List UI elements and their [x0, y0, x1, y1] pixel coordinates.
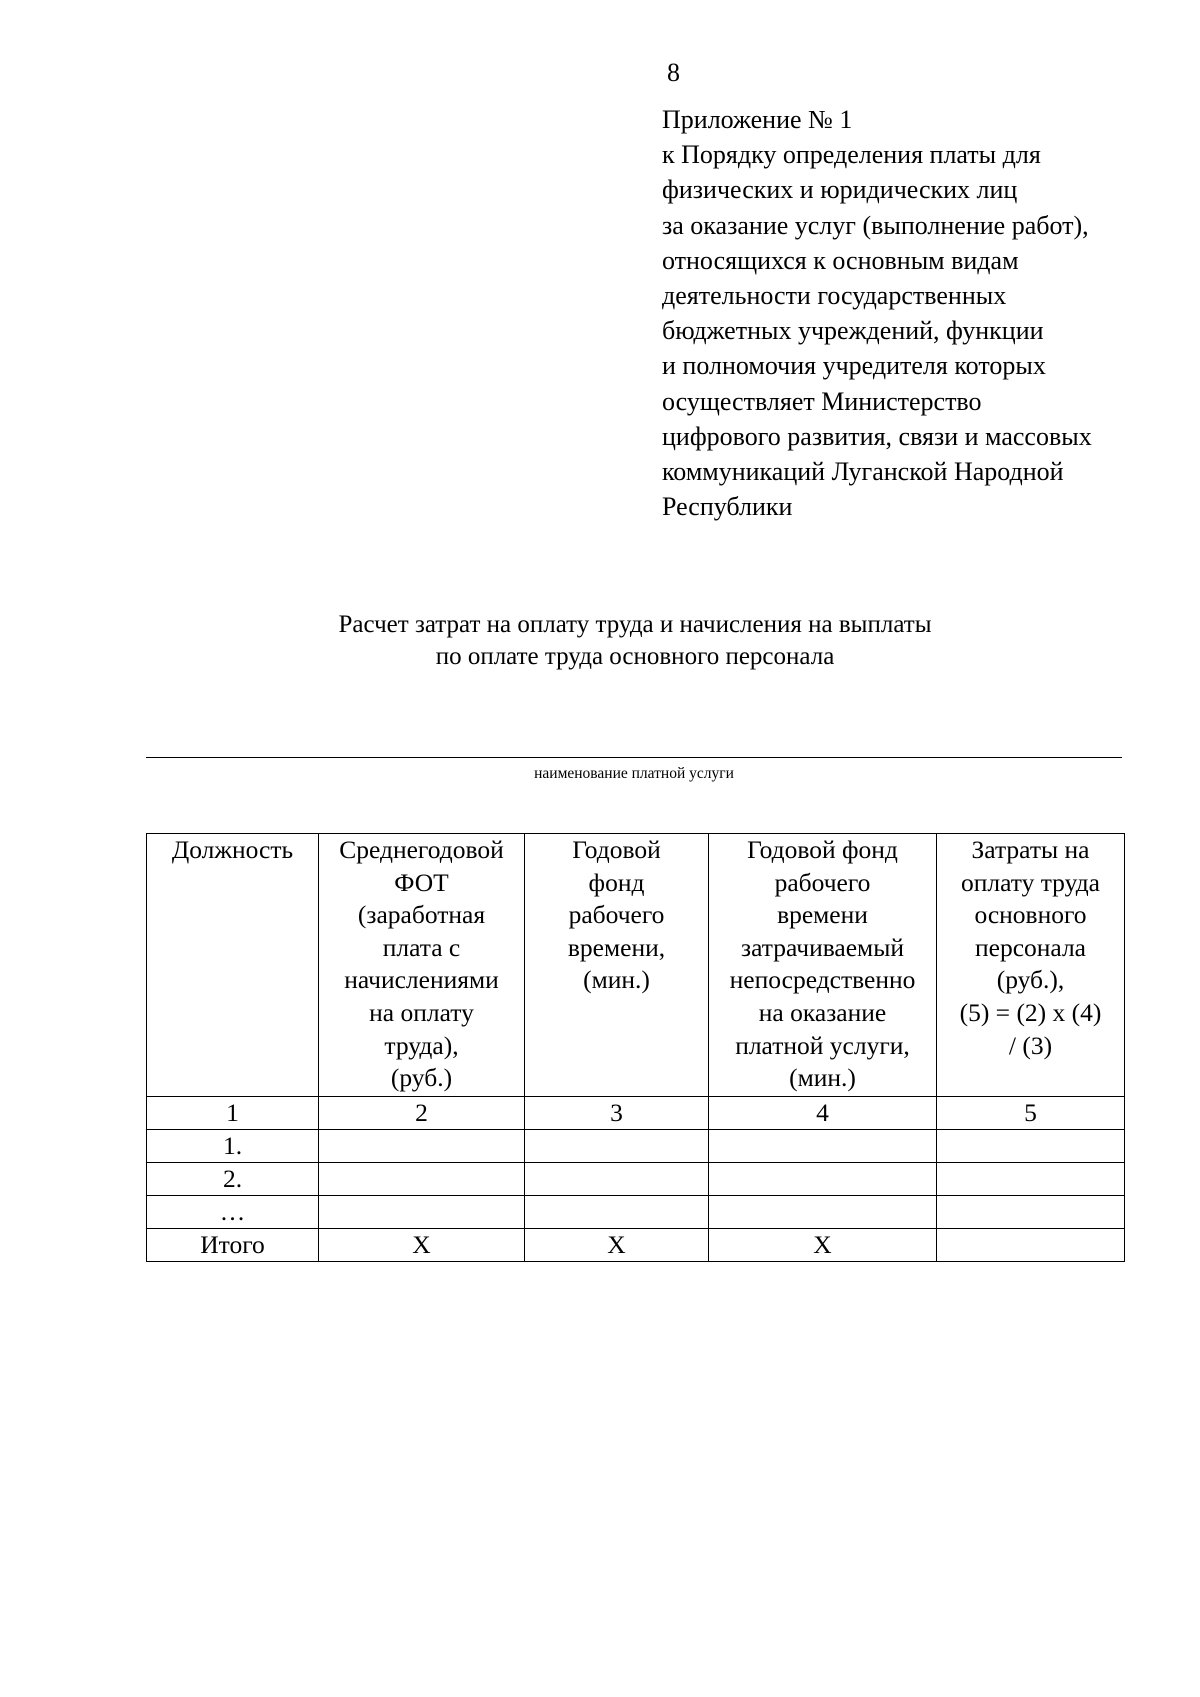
table-cell: [709, 1130, 937, 1163]
header-cell-position: [147, 834, 319, 1097]
appendix-line: Приложение № 1: [662, 105, 853, 134]
appendix-block: [662, 102, 1162, 524]
appendix-line: бюджетных учреждений, функции: [662, 316, 1044, 346]
column-number-row: [147, 1097, 1125, 1130]
header-text-line: на оплату: [369, 997, 474, 1027]
table-cell: [709, 1196, 937, 1229]
table-cell: Х: [525, 1229, 709, 1262]
header-text-line: персонала: [974, 932, 1086, 962]
table-cell: [525, 1196, 709, 1229]
appendix-line: и полномочия учредителя которых: [662, 351, 1046, 381]
header-text-line: Годовой фонд: [747, 835, 898, 864]
header-text-line: труда),: [384, 1030, 459, 1060]
table-cell: [937, 1229, 1125, 1262]
header-text-line: начислениями: [344, 965, 499, 995]
table-cell: 1.: [147, 1130, 319, 1163]
header-text-line: Годовой: [572, 835, 661, 864]
column-number-cell: 1: [147, 1097, 319, 1130]
table-cell: [319, 1196, 525, 1229]
table-cell: [937, 1163, 1125, 1196]
header-text-line: (5) = (2) x (4): [959, 997, 1102, 1027]
appendix-line: за оказание услуг (выполнение работ),: [662, 210, 1089, 240]
header-text-line: времени,: [567, 932, 666, 962]
header-text-line: Должность: [171, 835, 294, 864]
header-text-line: на оказание: [758, 997, 887, 1027]
header-text-line: (заработная: [357, 900, 486, 930]
header-text-line: оплату труда: [960, 867, 1101, 897]
header-text-line: ФОТ: [394, 867, 449, 897]
header-text-line: платной услуги,: [735, 1030, 910, 1060]
table-row: [147, 1130, 1125, 1163]
table-row: [147, 1163, 1125, 1196]
appendix-line: физических и юридических лиц: [662, 175, 1018, 205]
total-row: [147, 1229, 1125, 1262]
table-cell: Х: [709, 1229, 937, 1262]
header-text-line: плата с: [382, 932, 461, 962]
appendix-line: относящихся к основным видам: [662, 245, 1019, 275]
table-cell: 2.: [147, 1163, 319, 1196]
header-text-line: основного: [974, 900, 1087, 930]
header-cell-annual-work-time: [525, 834, 709, 1097]
title-line-2: по оплате труда основного персонала: [435, 643, 835, 670]
table-cell: [525, 1130, 709, 1163]
table-row: [147, 1196, 1125, 1229]
header-cell-avg-annual-payroll: [319, 834, 525, 1097]
header-text-line: фонд: [588, 867, 645, 897]
header-text-line: рабочего: [774, 867, 871, 897]
cost-calculation-table: [146, 833, 1125, 1262]
table-cell: Итого: [147, 1229, 319, 1262]
table-header-row: [147, 834, 1125, 1097]
table-cell: …: [147, 1196, 319, 1229]
column-number-cell: 4: [709, 1097, 937, 1130]
appendix-line: к Порядку определения платы для: [662, 140, 1041, 170]
header-text-line: непосредственно: [729, 965, 916, 995]
appendix-line: Республики: [662, 492, 793, 522]
service-name-field-line: [146, 757, 1122, 758]
table-cell: [319, 1163, 525, 1196]
column-number-cell: 5: [937, 1097, 1125, 1130]
table-cell: [937, 1196, 1125, 1229]
title-line-1: Расчет затрат на оплату труда и начисления на выплаты: [338, 611, 932, 638]
appendix-line: осуществляет Министерство: [662, 386, 982, 416]
appendix-line: деятельности государственных: [662, 281, 1007, 311]
page-number: 8: [667, 58, 680, 87]
header-text-line: (мин.): [789, 1063, 856, 1093]
header-text-line: / (3): [1008, 1030, 1053, 1060]
table-cell: [937, 1130, 1125, 1163]
header-text-line: рабочего: [568, 900, 665, 930]
header-text-line: времени: [777, 900, 868, 930]
header-text-line: (руб.): [390, 1063, 453, 1093]
table-cell: [319, 1130, 525, 1163]
column-number-cell: 3: [525, 1097, 709, 1130]
header-text-line: (руб.),: [996, 965, 1065, 995]
table-cell: [525, 1163, 709, 1196]
table-cell: Х: [319, 1229, 525, 1262]
header-text-line: (мин.): [583, 965, 650, 995]
header-cell-service-work-time: [709, 834, 937, 1097]
header-cell-labor-costs: [937, 834, 1125, 1097]
service-name-caption: наименование платной услуги: [534, 765, 734, 782]
column-number-cell: 2: [319, 1097, 525, 1130]
header-text-line: Затраты на: [971, 835, 1090, 864]
header-text-line: затрачиваемый: [741, 932, 904, 962]
appendix-line: коммуникаций Луганской Народной: [662, 457, 1064, 487]
header-text-line: Среднегодовой: [339, 835, 504, 864]
appendix-line: цифрового развития, связи и массовых: [662, 421, 1092, 451]
table-cell: [709, 1163, 937, 1196]
document-title: [0, 609, 1200, 673]
